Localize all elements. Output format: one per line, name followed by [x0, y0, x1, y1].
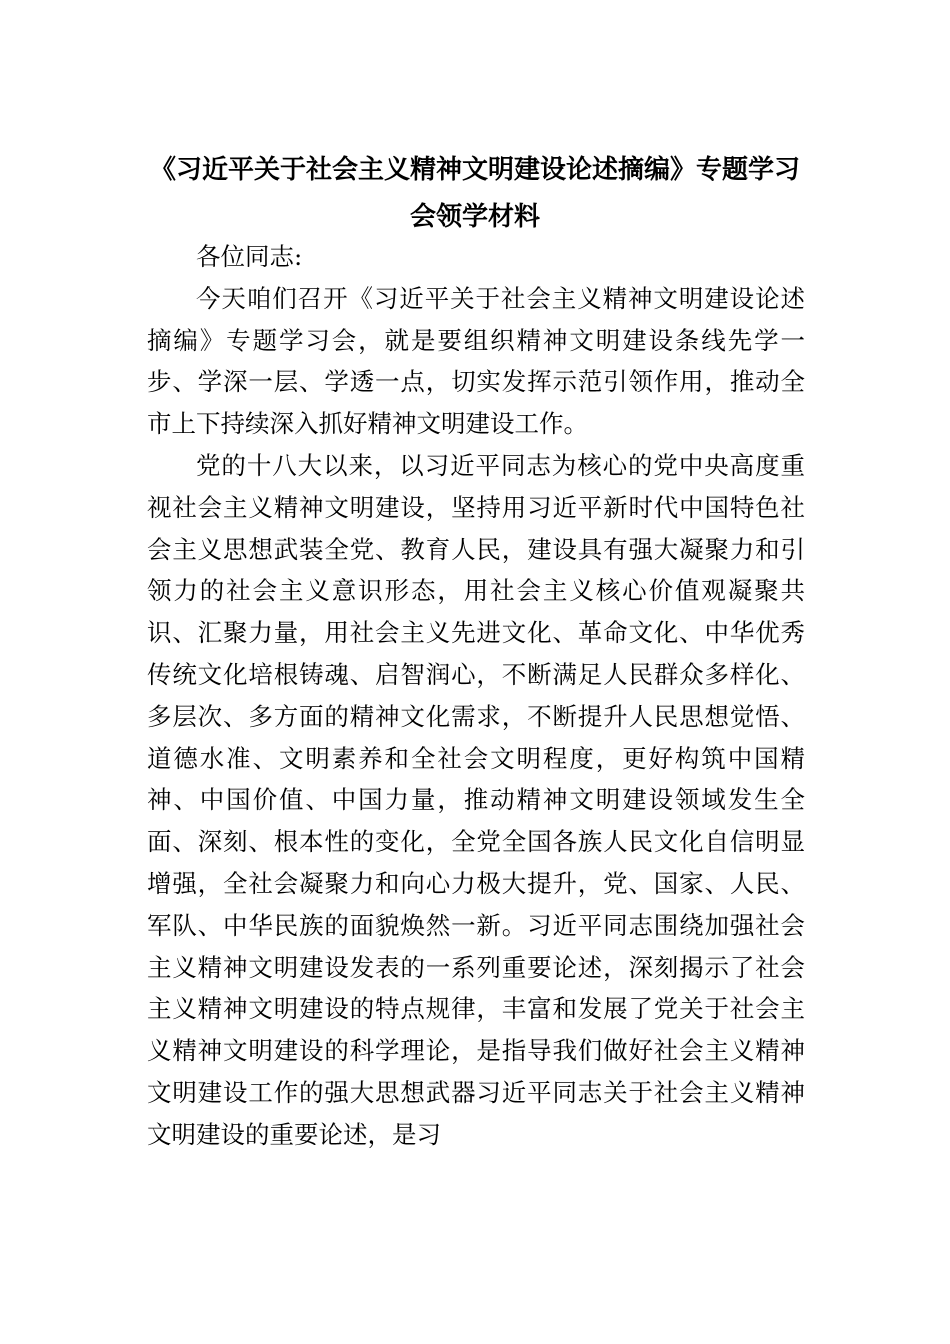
paragraph-intro: 今天咱们召开《习近平关于社会主义精神文明建设论述摘编》专题学习会，就是要组织精神文明建设条线先学一步、学深一层、学透一点，切实发挥示范引领作用，推动全市上下持续深入抓好精神文明建设工作。: [147, 283, 805, 439]
document-body: [147, 236, 805, 1156]
salutation: 各位同志:: [196, 242, 303, 271]
document-title: 《习近平关于社会主义精神文明建设论述摘编》专题学习会领学材料: [149, 155, 800, 232]
paragraph-main: 党的十八大以来，以习近平同志为核心的党中央高度重视社会主义精神文明建设，坚持用习近平新时代中国特色社会主义思想武装全党、教育人民，建设具有强大凝聚力和引领力的社会主义意识形态，用社会主义核心价值观凝聚共识、汇聚力量，用社会主义先进文化、革命文化、中华优秀传统文化培根铸魂、启智润心，不断满足人民群众多样化、多层次、多方面的精神文化需求，不断提升人民思想觉悟、道德水准、文明素养和全社会文明程度，更好构筑中国精神、中国价值、中国力量，推动精神文明建设领域发生全面、深刻、根本性的变化，全党全国各族人民文化自信明显增强，全社会凝聚力和向心力极大提升，党、国家、人民、军队、中华民族的面貌焕然一新。习近平同志围绕加强社会主义精神文明建设发表的一系列重要论述，深刻揭示了社会主义精神文明建设的特点规律，丰富和发展了党关于社会主义精神文明建设的科学理论，是指导我们做好社会主义精神文明建设工作的强大思想武器习近平同志关于社会主义精神文明建设的重要论述，是习: [147, 450, 805, 1149]
